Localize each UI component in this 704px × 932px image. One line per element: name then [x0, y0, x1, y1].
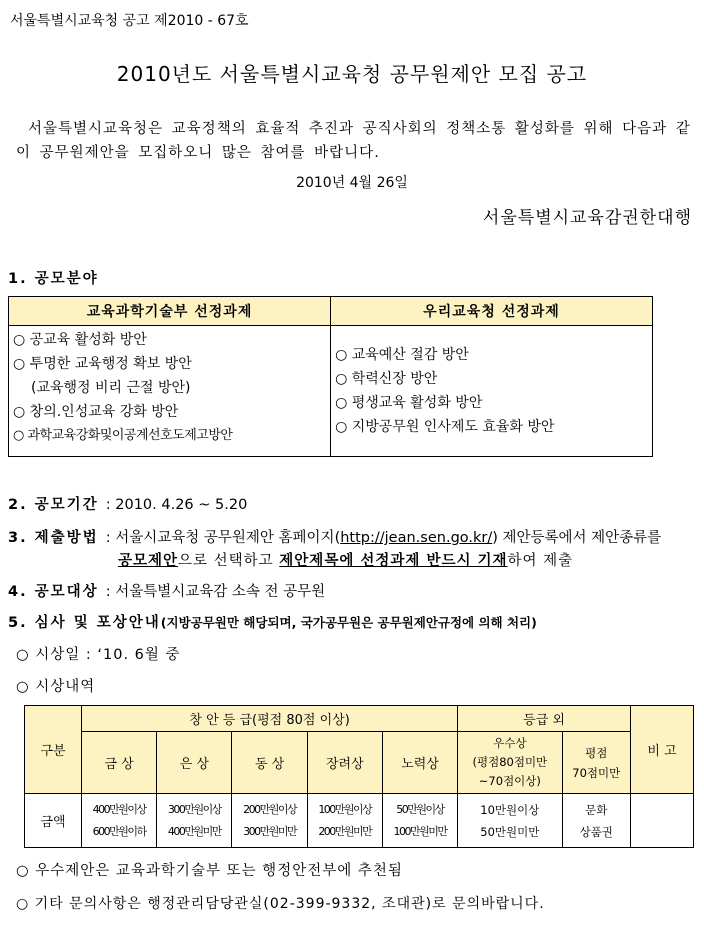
col1-item: ○ 공교육 활성화 방안 [13, 332, 147, 348]
under70-cell: 평점 70점미만 [562, 732, 630, 794]
col1-item: ○ 투명한 교육행정 확보 방안 [13, 356, 192, 372]
notice-date: 2010년 4월 26일 [296, 175, 408, 191]
section-3-pre: : 서울시교육청 공무원제안 홈페이지( [105, 530, 341, 546]
section-2 [8, 493, 247, 514]
section-3-post: ) 제안등록에서 제안종류를 [492, 530, 662, 546]
amount-cell: 50만원이상 100만원미만 [382, 794, 457, 848]
homepage-link[interactable]: http://jean.sen.go.kr/ [340, 530, 493, 546]
amount-cell: 10만원이상 50만원미만 [458, 794, 562, 848]
grade-cell: 노력상 [382, 732, 457, 794]
grade-header: 창 안 등 급(평점 80점 이상) [82, 706, 458, 732]
section-4-title: 4. 공모대상 [8, 584, 99, 600]
grade-cell: 동 상 [232, 732, 307, 794]
col2-item: ○ 학력신장 방안 [335, 371, 438, 387]
award-table [24, 705, 694, 848]
group-header: 구분 [25, 706, 82, 794]
amount-cell: 300만원이상 400만원미만 [157, 794, 232, 848]
amount-cell: 100만원이상 200만원미만 [307, 794, 382, 848]
amount-cell: 문화 상품권 [562, 794, 630, 848]
col2-item: ○ 교육예산 절감 방안 [335, 347, 469, 363]
page-title: 2010년도 서울특별시교육청 공무원제안 모집 공고 [116, 62, 588, 86]
col1-cell [9, 326, 331, 457]
footer-note-2: ○ 기타 문의사항은 행정관리담당관실(02-399-9332, 조대관)로 문의바랍니다. [16, 896, 545, 912]
footer-note-1: ○ 우수제안은 교육과학기술부 또는 행정안전부에 추천됨 [16, 863, 403, 879]
remark-cell [631, 794, 694, 848]
grade-cell: 은 상 [157, 732, 232, 794]
amount-label: 금액 [25, 794, 82, 848]
col2-cell [331, 326, 653, 457]
section-3-emph1: 공모제안 [118, 553, 179, 569]
section-3-title: 3. 제출방법 [8, 530, 99, 546]
section-5-title: 5. 심사 및 포상안내 [8, 615, 161, 631]
amount-cell: 400만원이상 600만원이하 [82, 794, 157, 848]
section-2-title: 2. 공모기간 [8, 497, 99, 513]
section-5 [8, 611, 537, 632]
amount-cell: 200만원이상 300만원미만 [232, 794, 307, 848]
col1-item: ○ 과학교육강화및이공계선호도제고방안 [13, 428, 233, 443]
col1-header: 교육과학기술부 선정과제 [9, 297, 331, 326]
grade-cell: 장려상 [307, 732, 382, 794]
intro-paragraph [16, 117, 692, 165]
section-3-text3: 하여 제출 [507, 553, 574, 569]
award-date: ○ 시상일 : ‘10. 6월 중 [16, 647, 181, 663]
other-header: 등급 외 [458, 706, 631, 732]
col2-item: ○ 지방공무원 인사제도 효율화 방안 [335, 419, 555, 435]
section-3-line2 [118, 549, 573, 570]
section-4-text: : 서울특별시교육감 소속 전 공무원 [105, 584, 326, 600]
notice-number: 서울특별시교육청 공고 제2010 - 67호 [10, 13, 249, 29]
intro-text: 서울특별시교육청은 교육정책의 효율적 추진과 공직사회의 정책소통 활성화를 위해 다음과 같이 공무원제안을 모집하오니 많은 참여를 바랍니다. [16, 121, 691, 161]
section-1-title: 1. 공모분야 [8, 271, 99, 287]
award-details-label: ○ 시상내역 [16, 679, 96, 695]
col2-item: ○ 평생교육 활성화 방안 [335, 395, 483, 411]
col1-item: (교육행정 비리 근절 방안) [31, 380, 191, 396]
col1-item: ○ 창의.인성교육 강화 방안 [13, 404, 179, 420]
section-5-note: (지방공무원만 해당되며, 국가공무원은 공무원제안규정에 의해 처리) [160, 615, 537, 630]
issuing-agency: 서울특별시교육감권한대행 [482, 208, 692, 228]
section-3 [8, 526, 661, 547]
grade-cell: 금 상 [82, 732, 157, 794]
section-4 [8, 580, 325, 601]
excellence-cell: 우수상 (평점80점미만 ~70점이상) [458, 732, 562, 794]
section-2-text: : 2010. 4.26 ~ 5.20 [105, 497, 248, 513]
col2-header: 우리교육청 선정과제 [331, 297, 653, 326]
section-3-emph2: 제안제목에 선정과제 반드시 기재 [279, 553, 508, 569]
section-3-text2: 으로 선택하고 [178, 553, 280, 569]
field-table [8, 296, 653, 457]
remark-header: 비 고 [631, 706, 694, 794]
